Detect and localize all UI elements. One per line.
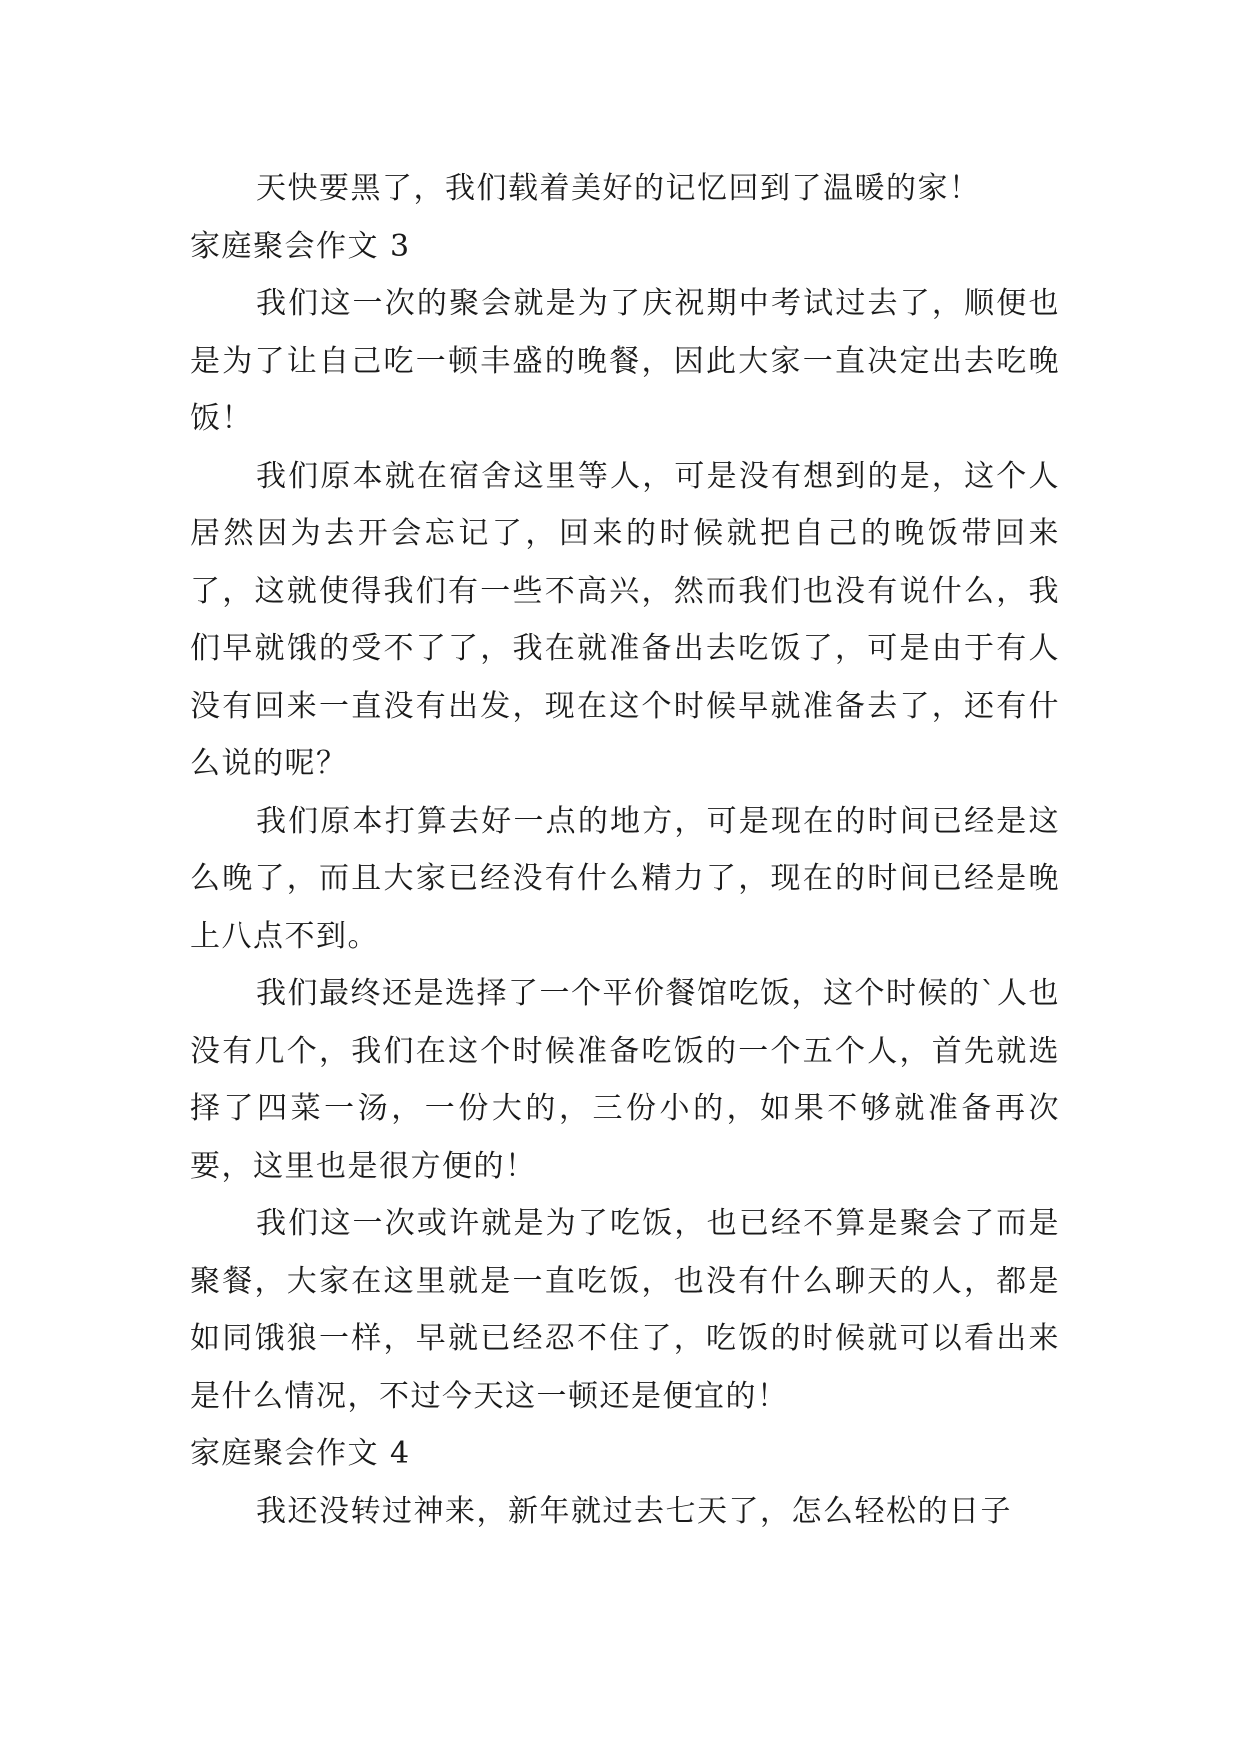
paragraph: 我们最终还是选择了一个平价餐馆吃饭，这个时候的`人也没有几个，我们在这个时候准备吃饭的一个五个人，首先就选择了四菜一汤，一份大的，三份小的，如果不够就准备再次要，这里也是很方便的！ xyxy=(190,976,1060,1184)
document-body xyxy=(190,160,1060,1540)
section-heading: 家庭聚会作文 3 xyxy=(190,228,411,264)
paragraph: 我们原本打算去好一点的地方，可是现在的时间已经是这么晚了，而且大家已经没有什么精力了，现在的时间已经是晚上八点不到。 xyxy=(190,803,1060,954)
paragraph: 我们原本就在宿舍这里等人，可是没有想到的是，这个人居然因为去开会忘记了，回来的时候就把自己的晚饭带回来了，这就使得我们有一些不高兴，然而我们也没有说什么，我们早就饿的受不了了，我在就准备出去吃饭了，可是由于有人没有回来一直没有出发，现在这个时候早就准备去了，还有什么说的呢？ xyxy=(190,458,1060,781)
paragraph: 我们这一次的聚会就是为了庆祝期中考试过去了，顺便也是为了让自己吃一顿丰盛的晚餐，因此大家一直决定出去吃晚饭！ xyxy=(190,286,1060,436)
paragraph: 我还没转过神来，新年就过去七天了，怎么轻松的日子 xyxy=(256,1493,1012,1529)
paragraph: 我们这一次或许就是为了吃饭，也已经不算是聚会了而是聚餐，大家在这里就是一直吃饭，也没有什么聊天的人，都是如同饿狼一样，早就已经忍不住了，吃饭的时候就可以看出来是什么情况，不过今天这一顿还是便宜的！ xyxy=(190,1206,1060,1414)
paragraph: 天快要黑了，我们载着美好的记忆回到了温暖的家！ xyxy=(256,171,981,206)
section-heading: 家庭聚会作文 4 xyxy=(190,1436,411,1471)
